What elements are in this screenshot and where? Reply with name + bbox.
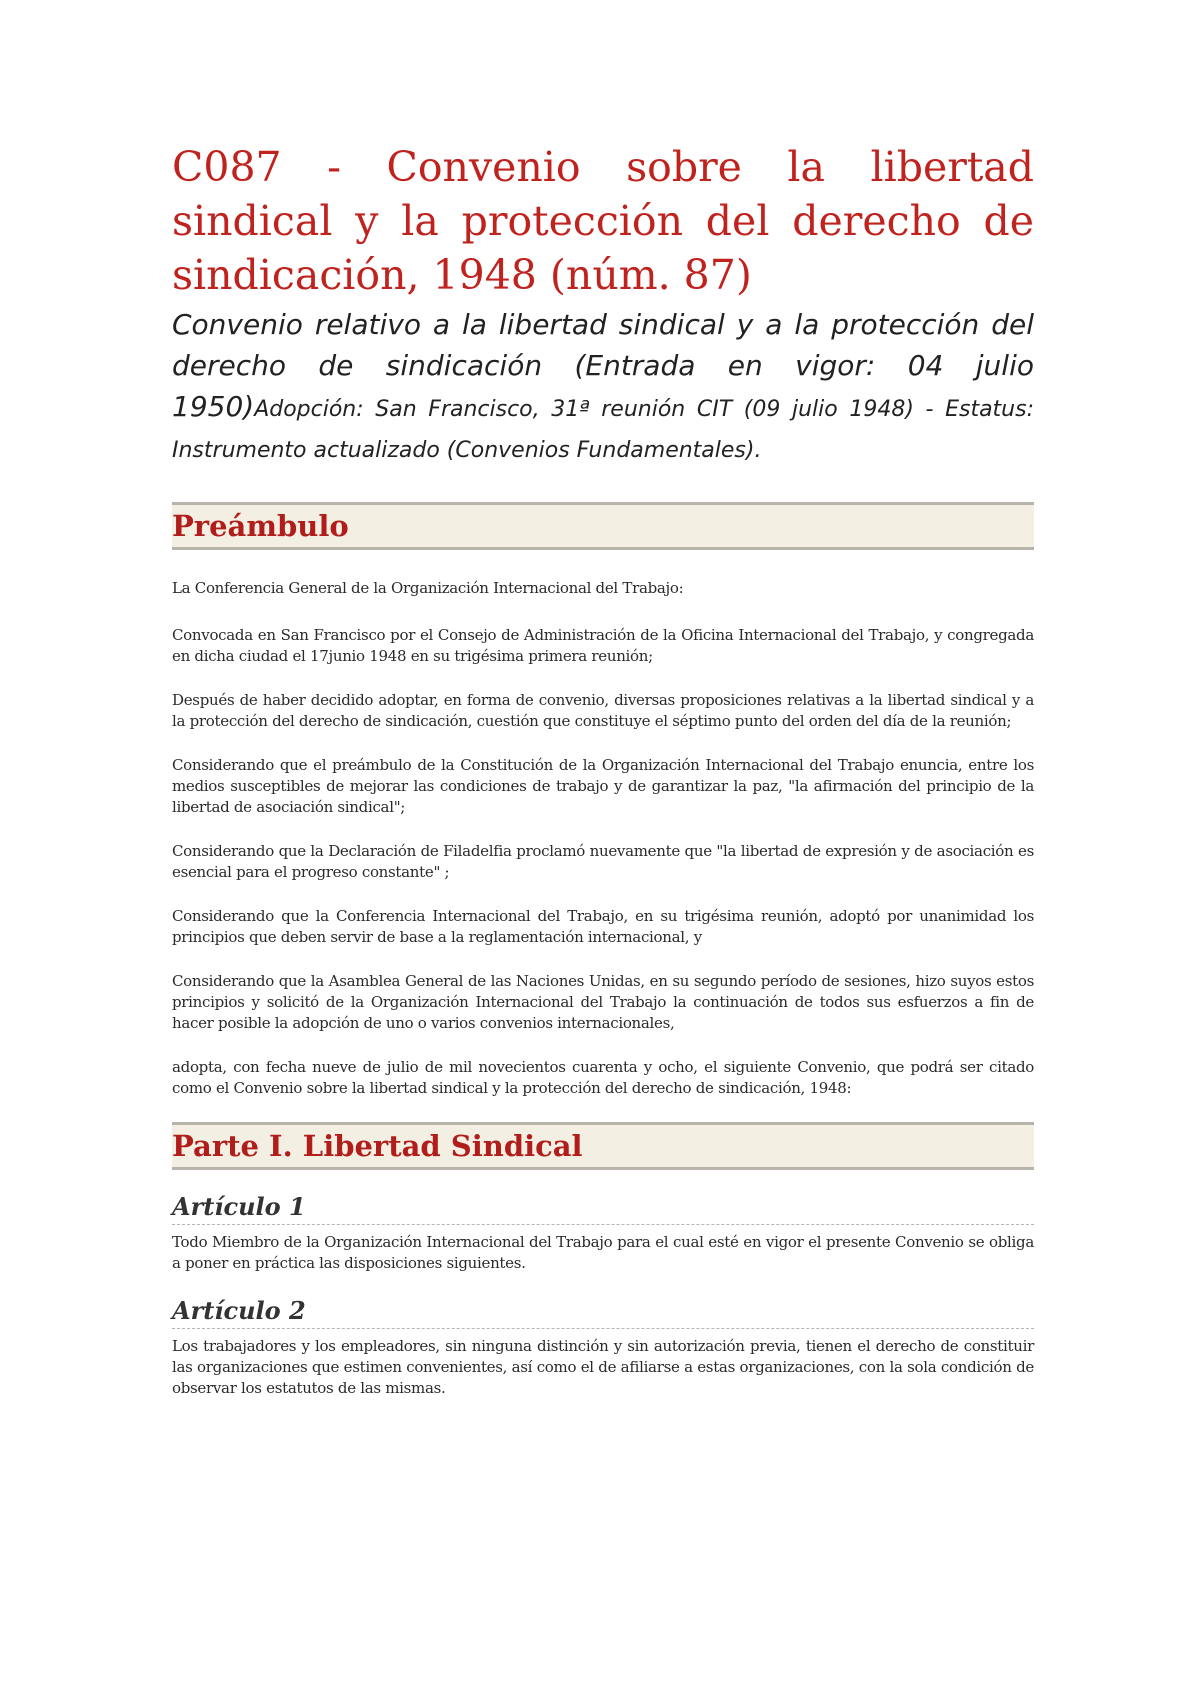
preamble-paragraph: La Conferencia General de la Organización Internacional del Trabajo: bbox=[172, 579, 684, 597]
preamble-paragraph: Considerando que la Conferencia Internacional del Trabajo, en su trigésima reunión, adoptó por unanimidad los principios que deben servir de base a la reglamentación internacional, y bbox=[172, 907, 1034, 946]
article-text: Los trabajadores y los empleadores, sin ninguna distinción y sin autorización previa, tienen el derecho de constituir las organizaciones que estimen convenientes, así como el de afiliarse a estas organizaciones, con la sola condición de observar los estatutos de las mismas. bbox=[172, 1337, 1034, 1397]
article-heading: Artículo 1 bbox=[172, 1192, 1034, 1225]
article-heading: Artículo 2 bbox=[172, 1296, 1034, 1329]
preamble-paragraph: Convocada en San Francisco por el Consejo de Administración de la Oficina Internacional del Trabajo, y congregada en dicha ciudad el 17junio 1948 en su trigésima primera reunión; bbox=[172, 626, 1034, 665]
article-text: Todo Miembro de la Organización Internacional del Trabajo para el cual esté en vigor el presente Convenio se obliga a poner en práctica las disposiciones siguientes. bbox=[172, 1233, 1034, 1272]
document-title: C087 - Convenio sobre la libertad sindical y la protección del derecho de sindicación, 1948 (núm. 87) bbox=[172, 143, 1034, 299]
document-subtitle bbox=[172, 304, 1034, 468]
preamble-paragraph: Considerando que la Asamblea General de las Naciones Unidas, en su segundo período de sesiones, hizo suyos estos principios y solicitó de la Organización Internacional del Trabajo la continuación de todos sus esfuerzos a fin de hacer posible la adopción de uno o varios convenios internacionales, bbox=[172, 972, 1034, 1032]
preamble-heading: Preámbulo bbox=[172, 502, 1034, 550]
document-page bbox=[172, 140, 1034, 1399]
subtitle-text: Convenio relativo a la libertad sindical y a la protección del derecho de sindicación (Entrada en vigor: 04 julio 1950) bbox=[172, 308, 1034, 423]
preamble-paragraph: Después de haber decidido adoptar, en forma de convenio, diversas proposiciones relativas a la libertad sindical y a la protección del derecho de sindicación, cuestión que constituye el séptimo punto del orden del día de la reunión; bbox=[172, 691, 1034, 730]
article bbox=[172, 1192, 1034, 1274]
preamble-paragraph: adopta, con fecha nueve de julio de mil novecientos cuarenta y ocho, el siguiente Convenio, que podrá ser citado como el Convenio sobre la libertad sindical y la protección del derecho de sindicación, 1948: bbox=[172, 1058, 1034, 1097]
adoption-status: Adopción: San Francisco, 31ª reunión CIT (09 julio 1948) - Estatus: Instrumento actualizado (Convenios Fundamentales). bbox=[172, 397, 1034, 463]
article bbox=[172, 1296, 1034, 1399]
part-heading: Parte I. Libertad Sindical bbox=[172, 1122, 1034, 1170]
preamble-paragraph: Considerando que el preámbulo de la Constitución de la Organización Internacional del Trabajo enuncia, entre los medios susceptibles de mejorar las condiciones de trabajo y de garantizar la paz, "la afirmación del principio de la libertad de asociación sindical"; bbox=[172, 756, 1034, 816]
preamble-paragraph: Considerando que la Declaración de Filadelfia proclamó nuevamente que "la libertad de expresión y de asociación es esencial para el progreso constante" ; bbox=[172, 842, 1034, 881]
